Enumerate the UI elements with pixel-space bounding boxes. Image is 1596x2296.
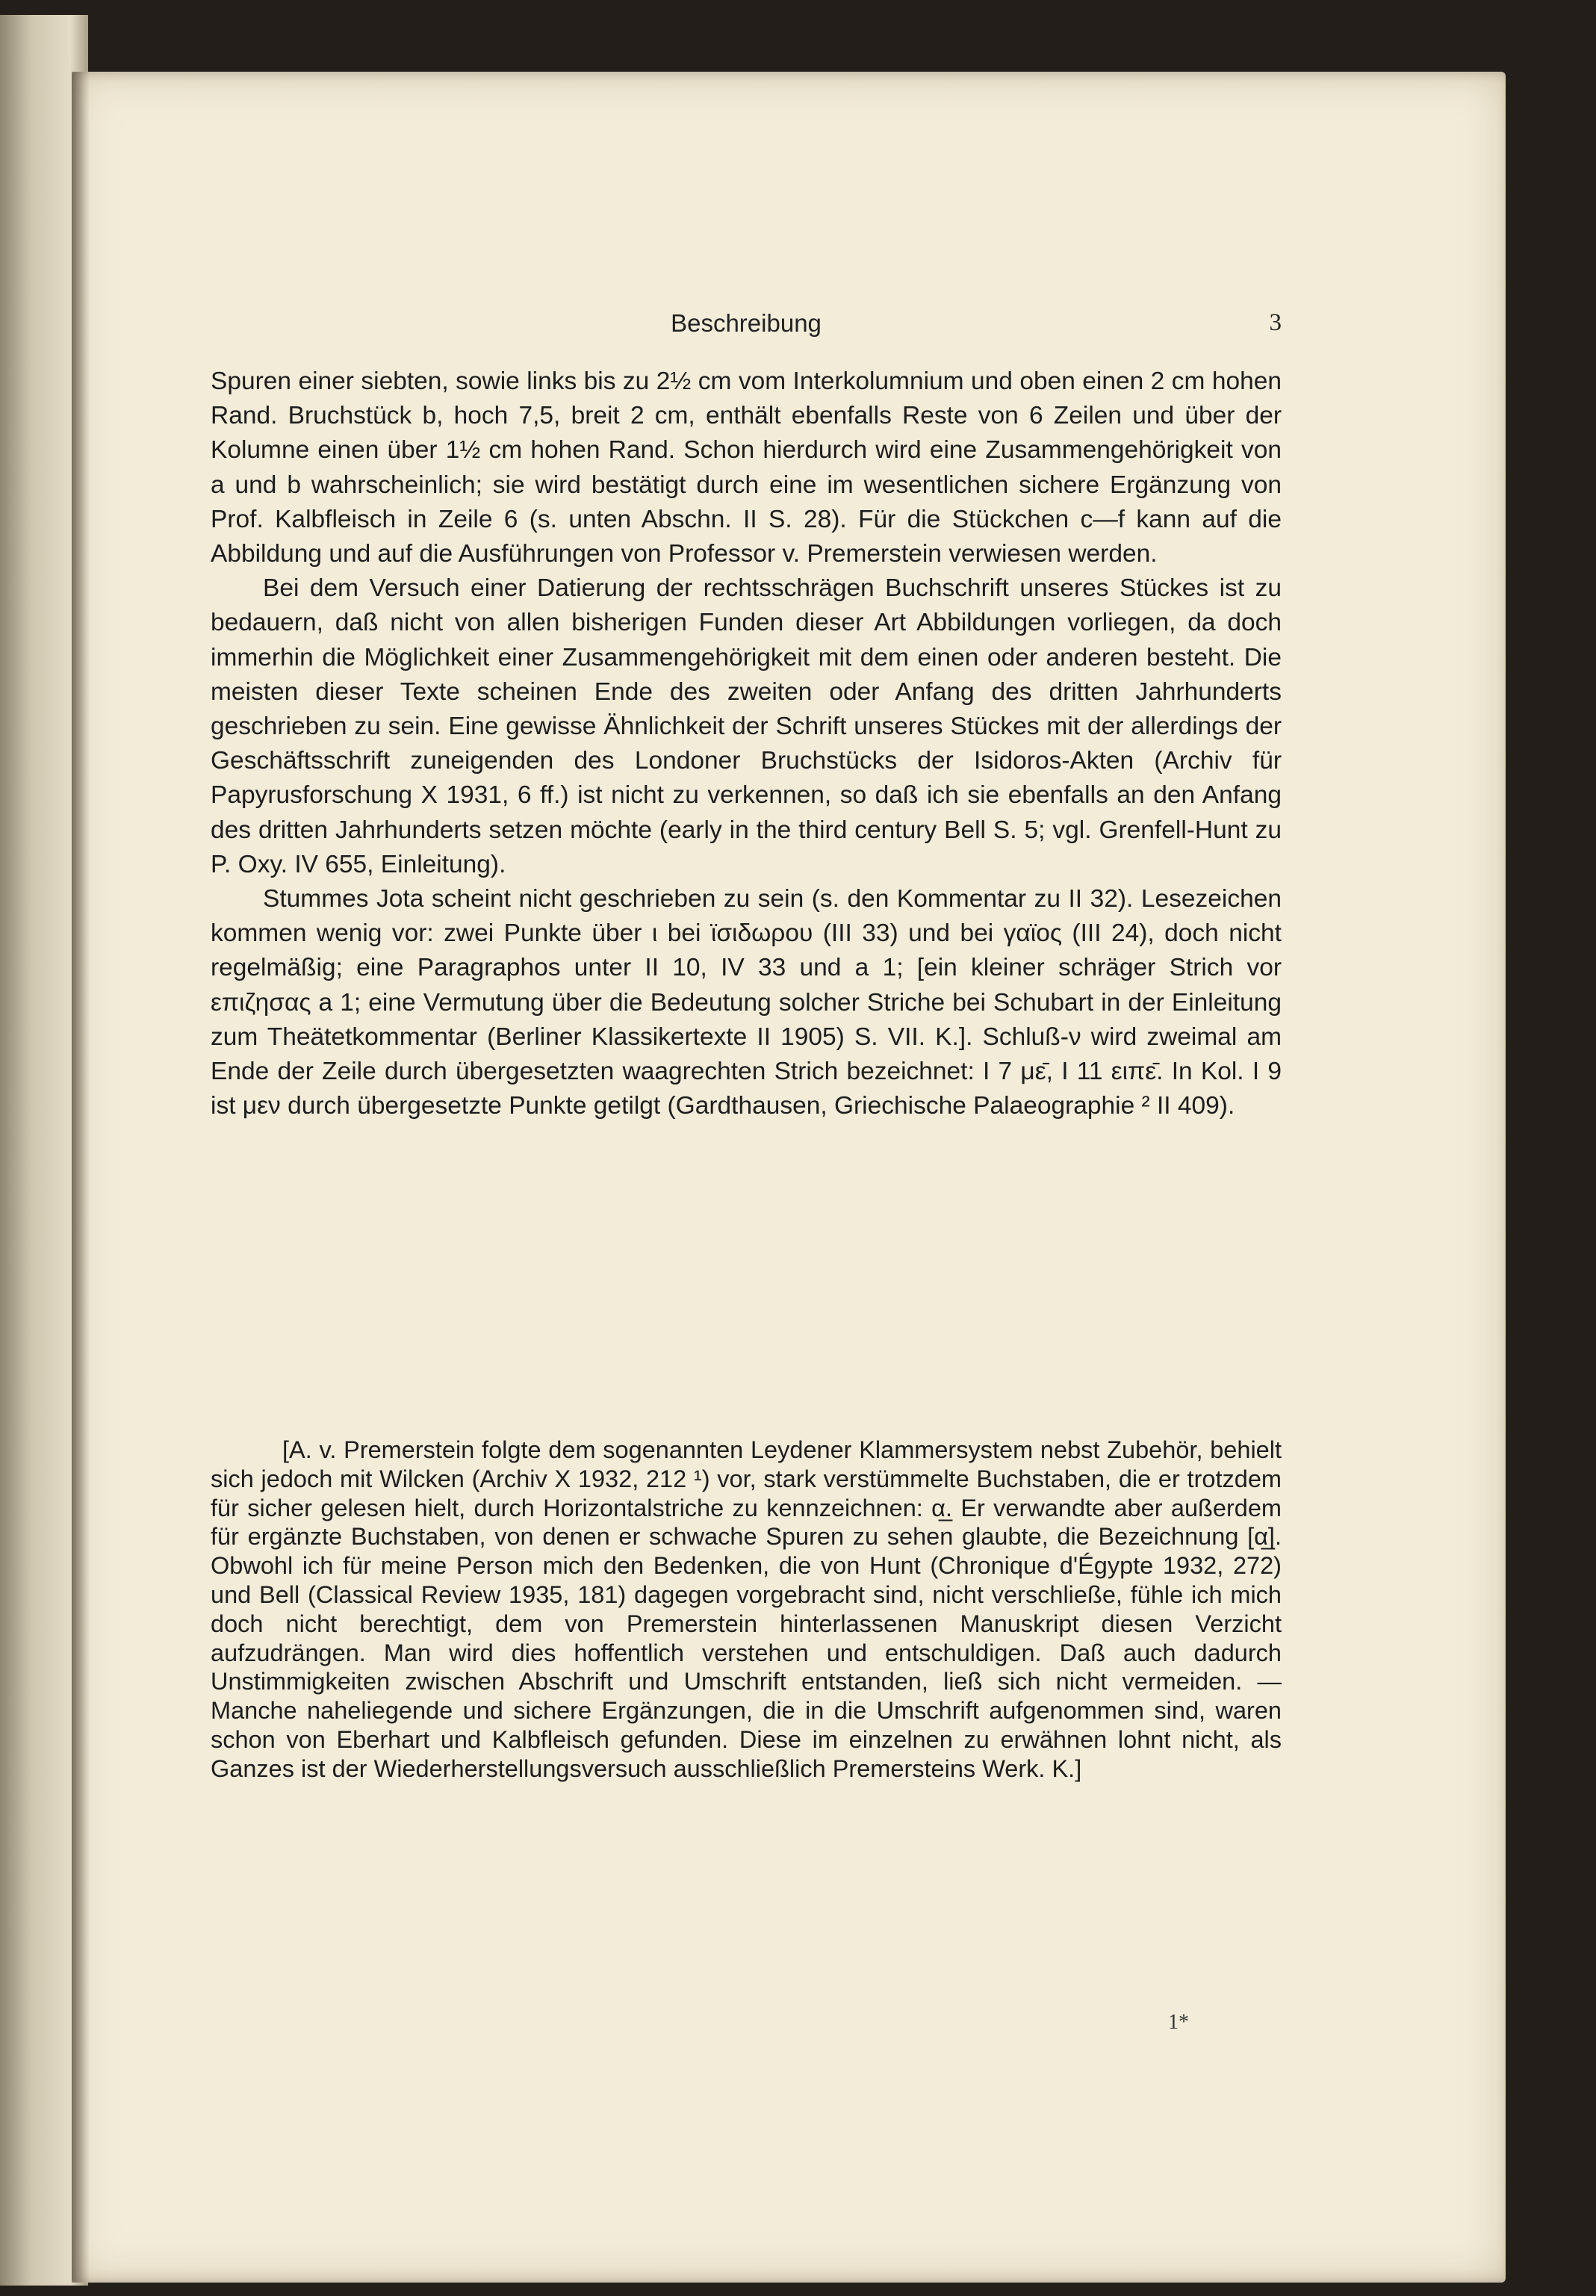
page-header: [211, 309, 1282, 347]
body-text: [211, 364, 1282, 1123]
page-gutter-shadow: [72, 72, 90, 2283]
editor-note: [A. v. Premerstein folgte dem sogenannten Leydener Klammersystem nebst Zubehör, behielt sich jedoch mit Wilcken (Archiv X 1932, 212 ¹) vor, stark verstümmelte Buchstaben, die er trotzdem für sicher gelesen hielt, durch Horizontalstriche zu kennzeichnen: α̲. Er verwandte aber außerdem für ergänzte Buchstaben, von denen er schwache Spuren zu sehen glaubte, die Bezeichnung [α̲]. Obwohl ich für meine Person mich den Bedenken, die von Hunt (Chronique d'Égypte 1932, 272) und Bell (Classical Review 1935, 181) dagegen vorgebracht sind, nicht verschließe, fühle ich mich doch nicht berechtigt, dem von Premerstein hinterlassenen Manuskript diesen Verzicht aufzudrängen. Man wird dies hoffentlich verstehen und entschuldigen. Daß auch dadurch Unstimmigkeiten zwischen Abschrift und Umschrift entstanden, ließ sich nicht vermeiden. — Manche naheliegende und sichere Ergänzungen, die in die Umschrift aufgenommen sind, waren schon von Eberhart und Kalbfleisch gefunden. Diese im einzelnen zu erwähnen lohnt nicht, als Ganzes ist der Wiederherstellungsversuch ausschließlich Premersteins Werk. K.]: [211, 1436, 1282, 1782]
page-number: 3: [1269, 309, 1282, 336]
signature-mark: 1*: [1168, 2011, 1189, 2034]
paragraph-3: Stummes Jota scheint nicht geschrieben zu sein (s. den Kommentar zu II 32). Lesezeichen kommen wenig vor: zwei Punkte über ι bei ϊσιδωρου (III 33) und bei γαϊος (III 24), doch nicht regelmäßig; eine Paragraphos unter II 10, IV 33 und a 1; [ein kleiner schräger Strich vor επιζησας a 1; eine Vermutung über die Bedeutung solcher Striche bei Schubart in der Einleitung zum Theätetkommentar (Berliner Klassikertexte II 1905) S. VII. K.]. Schluß-ν wird zweimal am Ende der Zeile durch übergesetzten waagrechten Strich bezeichnet: I 7 με̄, I 11 ειπε̄. In Kol. I 9 ist μεν durch übergesetzte Punkte getilgt (Gardthausen, Griechische Palaeographie ² II 409).: [211, 885, 1282, 1120]
paragraph-2: Bei dem Versuch einer Datierung der rechtsschrägen Buchschrift unseres Stückes ist zu bedauern, daß nicht von allen bisherigen Funden dieser Art Abbildungen vorliegen, da doch immerhin die Möglichkeit einer Zusammengehörigkeit mit dem einen oder anderen besteht. Die meisten dieser Texte scheinen Ende des zweiten oder Anfang des dritten Jahrhunderts geschrieben zu sein. Eine gewisse Ähnlichkeit der Schrift unseres Stückes mit der allerdings der Geschäftsschrift zuneigenden des Londoner Bruchstücks der Isidoros-Akten (Archiv für Papyrusforschung X 1931, 6 ff.) ist nicht zu verkennen, so daß ich sie ebenfalls an den Anfang des dritten Jahrhunderts setzen möchte (early in the third century Bell S. 5; vgl. Grenfell-Hunt zu P. Oxy. IV 655, Einleitung).: [211, 574, 1282, 878]
paragraph-1: Spuren einer siebten, sowie links bis zu 2½ cm vom Interkolumnium und oben einen 2 cm hohen Rand. Bruchstück b, hoch 7,5, breit 2 cm, enthält ebenfalls Reste von 6 Zeilen und über der Kolumne einen über 1½ cm hohen Rand. Schon hierdurch wird eine Zusammengehörigkeit von a und b wahrscheinlich; sie wird bestätigt durch eine im wesentlichen sichere Ergänzung von Prof. Kalbfleisch in Zeile 6 (s. unten Abschn. II S. 28). Für die Stückchen c—f kann auf die Abbildung und auf die Ausführungen von Professor v. Premerstein verwiesen werden.: [211, 367, 1282, 568]
book-page: [72, 72, 1506, 2283]
running-head: Beschreibung: [671, 309, 822, 337]
